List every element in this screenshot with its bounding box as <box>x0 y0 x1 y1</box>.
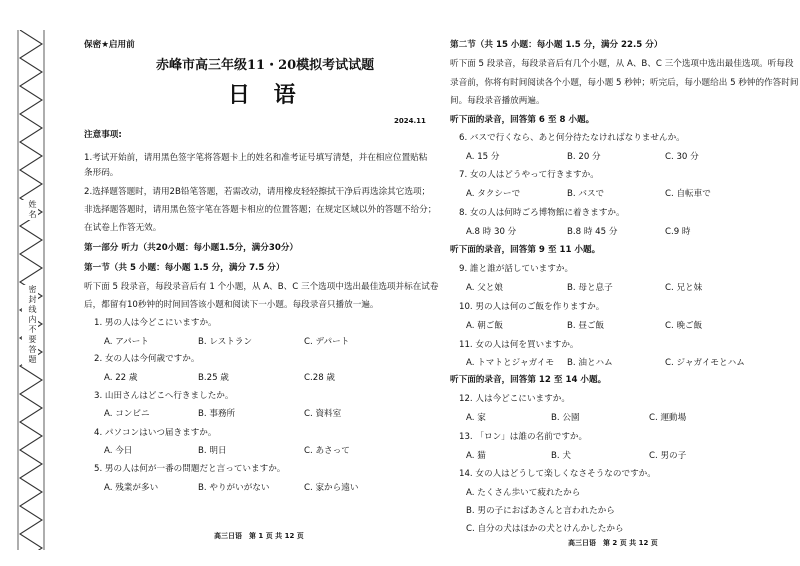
question-2: 2. 女の人は今何歳ですか。 <box>94 354 200 364</box>
option-a: A. たくさん歩いて疲れたから <box>466 488 581 498</box>
page-footer-2: 高三日语 第 2 页 共 12 页 <box>568 539 658 547</box>
note-line: 1.考试开始前，请用黑色签字笔将答题卡上的姓名和准考证号填写清楚，并在相应位置贴粘 <box>84 153 428 163</box>
question-3: 3. 山田さんはどこへ行きましたか。 <box>94 391 234 401</box>
binding-name-label: 姓名 <box>22 200 38 220</box>
option-c: C. デパート <box>304 337 350 347</box>
option-a: A. コンビニ <box>104 409 150 419</box>
group-heading-6-8: 听下面的录音，回答第 6 至 8 小题。 <box>450 115 595 125</box>
option-a: A. 猫 <box>466 451 486 461</box>
question-10: 10. 男の人は何のご飯を作りますか。 <box>459 302 605 312</box>
binding-notice: 密封线内不要答题 <box>22 285 38 365</box>
option-b: B. バスで <box>567 189 605 199</box>
option-c: C. 晩ご飯 <box>665 321 703 331</box>
option-c: C. 30 分 <box>665 152 699 162</box>
option-b: B. 明日 <box>198 446 227 456</box>
secrecy-label: 保密★启用前 <box>84 40 135 50</box>
option-a: A.8 時 30 分 <box>466 227 517 237</box>
option-c: C. 資料室 <box>304 409 342 419</box>
option-c: C. あさって <box>304 446 350 456</box>
question-12: 12. 人は今どこにいますか。 <box>459 394 570 404</box>
option-c: C. 兄と妹 <box>665 283 703 293</box>
question-8: 8. 女の人は何時ごろ博物館に着きますか。 <box>459 208 625 218</box>
section2-instruction: 听下面 5 段录音，每段录音后有几个小题，从 A、B、C 三个选项中选出最佳选项。听每段 <box>450 59 794 69</box>
option-c: C. 家から遠い <box>304 483 359 493</box>
question-11: 11. 女の人は何を買いますか。 <box>459 340 579 350</box>
part1-heading: 第一部分 听力（共20小题：每小题1.5分，满分30分） <box>84 243 299 253</box>
option-b: B. 油とハム <box>567 358 613 368</box>
option-a: A. トマトとジャガイモ <box>466 358 555 368</box>
option-c: C. 運動場 <box>649 413 687 423</box>
option-a: A. 15 分 <box>466 152 500 162</box>
question-5: 5. 男の人は何が一番の問題だと言っていますか。 <box>94 464 286 474</box>
question-14: 14. 女の人はどうして楽しくなさそうなのですか。 <box>459 469 656 479</box>
option-b: B. 昼ご飯 <box>567 321 605 331</box>
section1-instruction: 后，都留有10秒钟的时间回答该小题和阅读下一小题。每段录音只播放一遍。 <box>84 300 379 310</box>
exam-date: 2024.11 <box>394 117 426 125</box>
section1-heading: 第一节（共 5 小题：每小题 1.5 分，满分 7.5 分） <box>84 263 285 273</box>
option-a: A. 今日 <box>104 446 133 456</box>
group-heading-12-14: 听下面的录音，回答第 12 至 14 小题。 <box>450 375 607 385</box>
section2-instruction: 录音前，你将有时间阅读各个小题，每小题 5 秒钟；听完后，每小题给出 5 秒钟的作答时间 <box>450 78 799 88</box>
question-4: 4. パソコンはいつ届きますか。 <box>94 428 217 438</box>
question-1: 1. 男の人は今どこにいますか。 <box>94 318 217 328</box>
note-line: 在试卷上作答无效。 <box>84 223 162 233</box>
option-b: B. 公園 <box>551 413 580 423</box>
notes-heading: 注意事项: <box>84 130 122 140</box>
option-b: B. やりがいがない <box>198 483 270 493</box>
option-a: A. 残業が多い <box>104 483 159 493</box>
option-a: A. アパート <box>104 337 149 347</box>
option-a: A. 朝ご飯 <box>466 321 503 331</box>
subject-title: 日 语 <box>228 82 304 108</box>
option-c: C.9 時 <box>665 227 691 237</box>
option-b: B.25 歳 <box>198 373 229 383</box>
option-a: A. 22 歳 <box>104 373 138 383</box>
exam-title: 赤峰市高三年级11・20模拟考试试题 <box>156 58 375 73</box>
page-footer-1: 高三日语 第 1 页 共 12 页 <box>214 532 304 540</box>
option-a: A. タクシーで <box>466 189 521 199</box>
section1-instruction: 听下面 5 段录音，每段录音后有 1 个小题，从 A、B、C 三个选项中选出最佳选项并标在试卷 <box>84 282 439 292</box>
group-heading-9-11: 听下面的录音，回答第 9 至 11 小题。 <box>450 245 601 255</box>
option-b: B. 事務所 <box>198 409 236 419</box>
option-b: B.8 時 45 分 <box>567 227 618 237</box>
note-line: 非选择题答题时，请用黑色签字笔在答题卡相应的位置答题；在规定区域以外的答题不给分； <box>84 205 437 215</box>
option-c: C. 男の子 <box>649 451 687 461</box>
option-b: B. レストラン <box>198 337 253 347</box>
question-7: 7. 女の人はどうやって行きますか。 <box>459 170 599 180</box>
option-a: A. 家 <box>466 413 486 423</box>
option-c: C. 自分の犬はほかの犬とけんかしたから <box>466 524 624 534</box>
question-9: 9. 誰と誰が話していますか。 <box>459 264 574 274</box>
option-c: C.28 歳 <box>304 373 335 383</box>
option-b: B. 犬 <box>551 451 571 461</box>
note-line: 2.选择题答题时，请用2B铅笔答题，若需改动，请用橡皮轻轻擦拭干净后再选涂其它选项； <box>84 187 431 197</box>
question-13: 13. 「ロン」は誰の名前ですか。 <box>459 432 588 442</box>
option-b: B. 20 分 <box>567 152 601 162</box>
note-line: 条形码。 <box>84 168 119 178</box>
option-c: C. ジャガイモとハム <box>665 358 745 368</box>
section2-instruction: 间。每段录音播放两遍。 <box>450 96 545 106</box>
option-a: A. 父と娘 <box>466 283 503 293</box>
option-b: B. 母と息子 <box>567 283 613 293</box>
option-c: C. 自転車で <box>665 189 711 199</box>
question-6: 6. バスで行くなら、あと何分待たなければなりませんか。 <box>459 133 685 143</box>
section2-heading: 第二节（共 15 小题：每小题 1.5 分，满分 22.5 分） <box>450 40 663 50</box>
option-b: B. 男の子におばあさんと言われたから <box>466 506 615 516</box>
